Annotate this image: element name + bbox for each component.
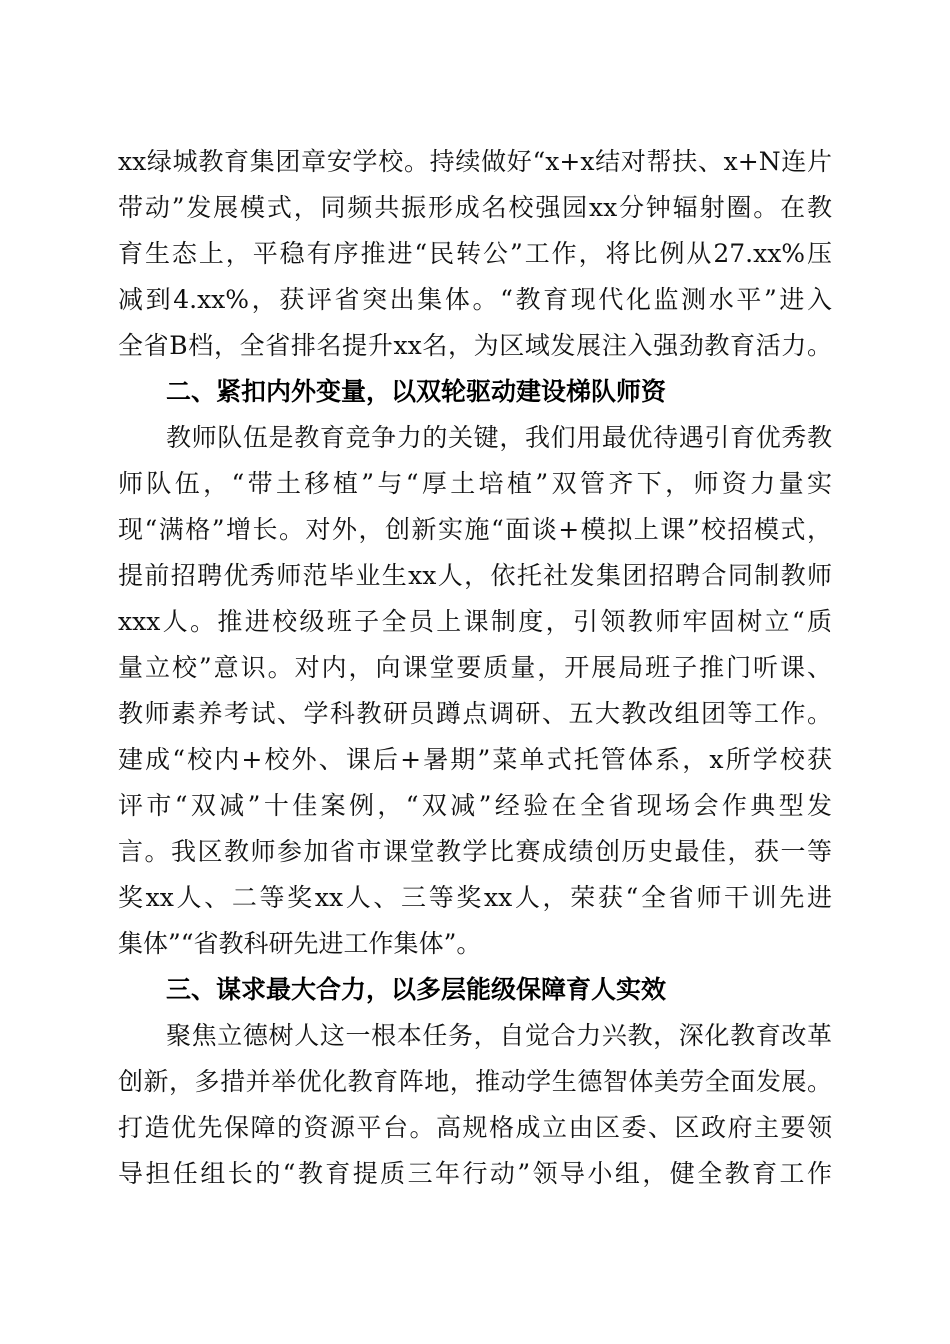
paragraph-2-line: 提前招聘优秀师范毕业生xx人，依托社发集团招聘合同制教师 bbox=[118, 561, 832, 590]
paragraph-3-line: 聚焦立德树人这一根本任务，自觉合力兴教，深化教育改革 bbox=[166, 1021, 832, 1050]
paragraph-2-line: xxx人。推进校级班子全员上课制度，引领教师牢固树立“质 bbox=[118, 607, 832, 636]
paragraph-2-line: 教师素养考试、学科教研员蹲点调研、五大教改组团等工作。 bbox=[118, 699, 832, 728]
paragraph-2-line: 量立校”意识。对内，向课堂要质量，开展局班子推门听课、 bbox=[118, 653, 832, 682]
paragraph-2-line: 评市“双减”十佳案例，“双减”经验在全省现场会作典型发 bbox=[118, 791, 832, 820]
paragraph-3-line: 打造优先保障的资源平台。高规格成立由区委、区政府主要领 bbox=[118, 1113, 832, 1142]
paragraph-2-line: 建成“校内+校外、课后+暑期”菜单式托管体系，x所学校获 bbox=[118, 745, 832, 774]
paragraph-2-line: 言。我区教师参加省市课堂教学比赛成绩创历史最佳，获一等 bbox=[118, 837, 832, 866]
paragraph-3-line: 导担任组长的“教育提质三年行动”领导小组，健全教育工作 bbox=[118, 1159, 832, 1188]
section-heading-2: 二、紧扣内外变量，以双轮驱动建设梯队师资 bbox=[166, 377, 667, 406]
paragraph-1-line: xx绿城教育集团章安学校。持续做好“x+x结对帮扶、x+N连片 bbox=[118, 147, 832, 176]
paragraph-2-line: 现“满格”增长。对外，创新实施“面谈+模拟上课”校招模式， bbox=[118, 515, 832, 544]
paragraph-2-line: 教师队伍是教育竞争力的关键，我们用最优待遇引育优秀教 bbox=[166, 423, 832, 452]
section-heading-3: 三、谋求最大合力，以多层能级保障育人实效 bbox=[166, 975, 667, 1004]
paragraph-1-line: 育生态上，平稳有序推进“民转公”工作，将比例从27.xx%压 bbox=[118, 239, 832, 268]
paragraph-2-line: 奖xx人、二等奖xx人、三等奖xx人，荣获“全省师干训先进 bbox=[118, 883, 832, 912]
paragraph-2-line: 集体”“省教科研先进工作集体”。 bbox=[118, 929, 482, 958]
paragraph-1-line: 全省B档，全省排名提升xx名，为区域发展注入强劲教育活力。 bbox=[118, 331, 832, 360]
paragraph-2-line: 师队伍，“带土移植”与“厚土培植”双管齐下，师资力量实 bbox=[118, 469, 832, 498]
paragraph-1-line: 减到4.xx%，获评省突出集体。“教育现代化监测水平”进入 bbox=[118, 285, 832, 314]
paragraph-1-line: 带动”发展模式，同频共振形成名校强园xx分钟辐射圈。在教 bbox=[118, 193, 832, 222]
paragraph-3-line: 创新，多措并举优化教育阵地，推动学生德智体美劳全面发展。 bbox=[118, 1067, 832, 1096]
